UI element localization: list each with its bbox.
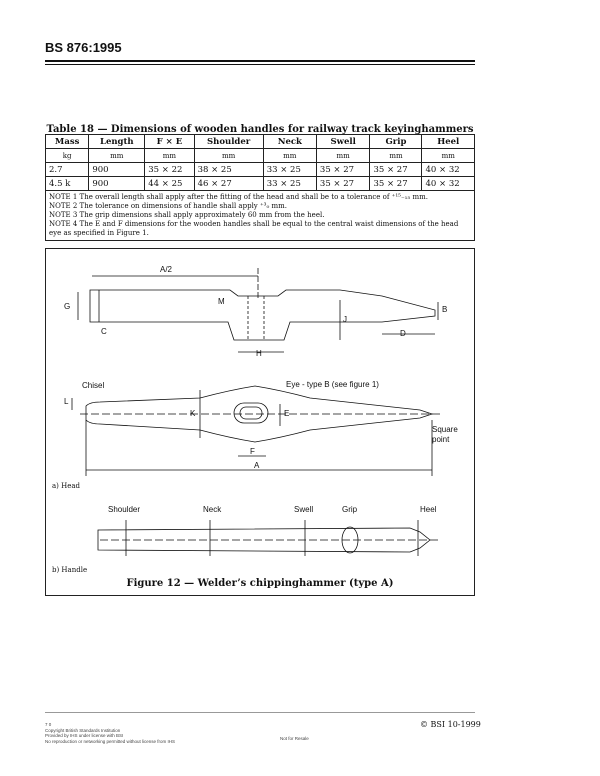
label-b: B (442, 305, 448, 314)
table-cell: 35 × 27 (370, 177, 422, 191)
label-l: L (64, 397, 69, 406)
col-header: Heel (422, 135, 475, 149)
label-e: E (284, 409, 290, 418)
label-m: M (218, 297, 225, 306)
footer-line: 7 0 (45, 722, 52, 727)
label-a: A (254, 461, 260, 470)
label-heel: Heel (420, 505, 437, 514)
label-chisel: Chisel (82, 381, 105, 390)
label-swell: Swell (294, 505, 314, 514)
table-cell: 35 × 27 (370, 163, 422, 177)
table-cell: 40 × 32 (422, 163, 475, 177)
col-header: Length (89, 135, 145, 149)
footer-line: No reproduction or networking permitted without license from IHS (45, 738, 176, 744)
col-header: Grip (370, 135, 422, 149)
table-cell: 40 × 32 (422, 177, 475, 191)
standard-id: BS 876:1995 (45, 40, 122, 55)
table-cell: 33 × 25 (263, 163, 316, 177)
label-g: G (64, 302, 71, 311)
col-header: Neck (263, 135, 316, 149)
note-4: NOTE 4 The E and F dimensions for the wooden handles shall be equal to the central waist dimensions of the head eye as specified in Figure 1. (49, 220, 459, 237)
unit-cell: mm (194, 149, 263, 163)
footer-line: Copyright British Standards Institution (45, 727, 121, 733)
unit-cell: kg (46, 149, 89, 163)
unit-cell: mm (145, 149, 194, 163)
footer-bsi: © BSI 10-1999 (420, 720, 481, 729)
table-cell: 38 × 25 (194, 163, 263, 177)
table-cell: 33 × 25 (263, 177, 316, 191)
label-neck: Neck (203, 505, 222, 514)
head-side-outline (90, 290, 435, 340)
table-cell: 4.5 k (46, 177, 89, 191)
table-cell: 44 × 25 (145, 177, 194, 191)
unit-cell: mm (316, 149, 370, 163)
label-j: J (343, 315, 347, 324)
table-cell: 35 × 27 (316, 177, 370, 191)
label-eye: Eye - type B (see figure 1) (286, 380, 379, 389)
label-a-half: A/2 (160, 265, 173, 274)
note-1: NOTE 1 The overall length shall apply after the fitting of the head and shall be to a tolerance of ⁺¹⁵₋₁₅ mm. (49, 193, 429, 201)
table-cell: 900 (89, 163, 145, 177)
table-title: Table 18 — Dimensions of wooden handles for railway track keyinghammers (46, 124, 474, 135)
label-f: F (250, 447, 255, 456)
table-cell: 35 × 22 (145, 163, 194, 177)
note-2: NOTE 2 The tolerance on dimensions of handle shall apply ⁺³₀ mm. (49, 202, 288, 210)
label-k: K (190, 409, 196, 418)
eye-outline (234, 403, 268, 423)
label-d: D (400, 329, 406, 338)
table-cell: 2.7 (46, 163, 89, 177)
label-point: point (432, 435, 450, 444)
table-cell: 46 × 27 (194, 177, 263, 191)
table-cell: 35 × 27 (316, 163, 370, 177)
col-header: Mass (46, 135, 89, 149)
footer-resale: Not for Resale (280, 736, 309, 741)
unit-cell: mm (263, 149, 316, 163)
label-shoulder: Shoulder (108, 505, 141, 514)
unit-cell: mm (422, 149, 475, 163)
unit-cell: mm (370, 149, 422, 163)
sub-label-handle: b) Handle (52, 566, 88, 574)
col-header: Shoulder (194, 135, 263, 149)
unit-cell: mm (89, 149, 145, 163)
label-grip: Grip (342, 505, 358, 514)
col-header: F × E (145, 135, 194, 149)
footer-copyright (45, 722, 175, 744)
label-h: H (256, 349, 262, 358)
col-header: Swell (316, 135, 370, 149)
footer-rule (45, 712, 475, 713)
figure-caption: Figure 12 — Welder’s chippinghammer (type A) (126, 578, 394, 589)
label-c: C (101, 327, 107, 336)
label-square: Square (432, 425, 458, 434)
sub-label-head: a) Head (52, 482, 81, 490)
note-3: NOTE 3 The grip dimensions shall apply approximately 60 mm from the heel. (49, 211, 325, 219)
table-cell: 900 (89, 177, 145, 191)
footer-line: Provided by IHS under license with BSI (45, 733, 124, 738)
